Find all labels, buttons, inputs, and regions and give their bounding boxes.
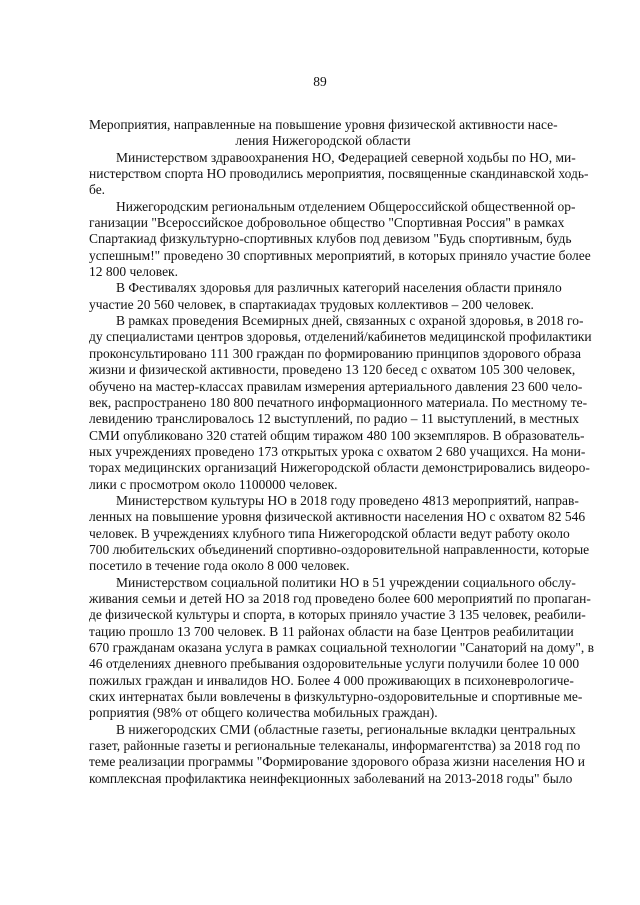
text-line: Министерством здравоохранения НО, Федерацией северной ходьбы по НО, ми- — [116, 149, 576, 165]
text-line: век, распространено 180 800 печатного информационного материала. По местному те- — [89, 394, 588, 410]
text-line: 46 отделениях дневного пребывания оздоровительные услуги получили более 10 000 — [89, 656, 580, 672]
text-line: ду специалистами центров здоровья, отделений/кабинетов медицинской профилактики — [89, 329, 592, 345]
text-line: торах медицинских организаций Нижегородской области демонстрировались видеоро- — [89, 460, 590, 476]
text-line: В нижегородских СМИ (областные газеты, региональные вкладки центральных — [116, 721, 576, 737]
text-line: нистерством спорта НО проводились мероприятия, посвященные скандинавской ходь- — [89, 166, 589, 182]
text-line: Спартакиад физкультурно-спортивных клубов под девизом "Будь спортивным, будь — [89, 231, 572, 247]
text-line: тацию прошло 13 700 человек. В 11 районах области на базе Центров реабилитации — [89, 623, 574, 639]
text-line: успешным!" проведено 30 спортивных мероприятий, в которых приняло участие более — [89, 247, 591, 263]
text-line: проконсультировано 111 300 граждан по формированию принципов здорового образа — [89, 345, 582, 361]
text-line: бе. — [89, 182, 106, 198]
text-line: газет, районные газеты и региональные телеканалы, информагентства) за 2018 год по — [89, 738, 581, 754]
body-text — [89, 117, 595, 787]
text-line: жизни и физической активности, проведено 13 120 бесед с охватом 105 300 человек, — [89, 362, 576, 378]
text-line: ских интернатах были вовлечены в физкультурно-оздоровительные и спортивные ме- — [89, 689, 583, 705]
text-line: В рамках проведения Всемирных дней, связанных с охраной здоровья, в 2018 го- — [116, 313, 584, 329]
text-line: посетило в течение года около 8 000 человек. — [89, 558, 350, 574]
text-line: 12 800 человек. — [89, 264, 178, 280]
section-heading-line: Мероприятия, направленные на повышение уровня физической активности насе- — [89, 117, 558, 132]
text-line: пожилых граждан и инвалидов НО. Более 4 000 проживающих в психоневрологиче- — [89, 672, 574, 688]
text-line: ленных на повышение уровня физической активности населения НО с охватом 82 546 — [89, 509, 586, 525]
text-line: теме реализации программы "Формирование здорового образа жизни населения НО и — [89, 754, 585, 770]
text-line: комплексная профилактика неинфекционных заболеваний на 2013-2018 годы" было — [89, 770, 573, 786]
text-line: Министерством социальной политики НО в 51 учреждении социального обслу- — [116, 574, 576, 590]
text-line: 670 гражданам оказана услуга в рамках социальной технологии "Санаторий на дому", в — [89, 640, 595, 655]
text-line: де физической культуры и спорта, в которых приняло участие 3 135 человек, реабили- — [89, 607, 586, 623]
text-line: ных учреждениях проведено 173 открытых урока с охватом 2 680 учащихся. На мони- — [89, 443, 586, 459]
text-line: человек. В учреждениях клубного типа Нижегородской области ведут работу около — [89, 525, 570, 541]
page-number: 89 — [313, 74, 327, 89]
text-line: ганизации "Всероссийское добровольное общество "Спортивная Россия" в рамках — [89, 215, 565, 231]
text-line: левидению транслировалось 12 выступлений, по радио – 11 выступлений, в местных — [89, 411, 580, 427]
text-line: обучено на мастер-классах правилам измерения артериального давления 23 600 чело- — [89, 378, 583, 394]
text-line: В Фестивалях здоровья для различных категорий населения области приняло — [116, 280, 562, 296]
text-line: СМИ опубликовано 320 статей общим тиражом 480 100 экземпляров. В образователь- — [89, 427, 585, 443]
text-line: участие 20 560 человек, в спартакиадах трудовых коллективов – 200 человек. — [89, 296, 534, 312]
text-line: 700 любительских объединений спортивно-оздоровительной направленности, которые — [89, 541, 590, 557]
section-heading-line: ления Нижегородской области — [235, 133, 411, 149]
text-line: живания семьи и детей НО за 2018 год проведено более 600 мероприятий по пропаган- — [89, 590, 591, 606]
text-line: роприятия (98% от общего количества мобильных граждан). — [89, 705, 438, 721]
text-line: Министерством культуры НО в 2018 году проведено 4813 мероприятий, направ- — [116, 492, 579, 508]
text-line: лики с просмотром около 1100000 человек. — [89, 476, 338, 492]
text-line: Нижегородским региональным отделением Общероссийской общественной ор- — [116, 198, 576, 214]
